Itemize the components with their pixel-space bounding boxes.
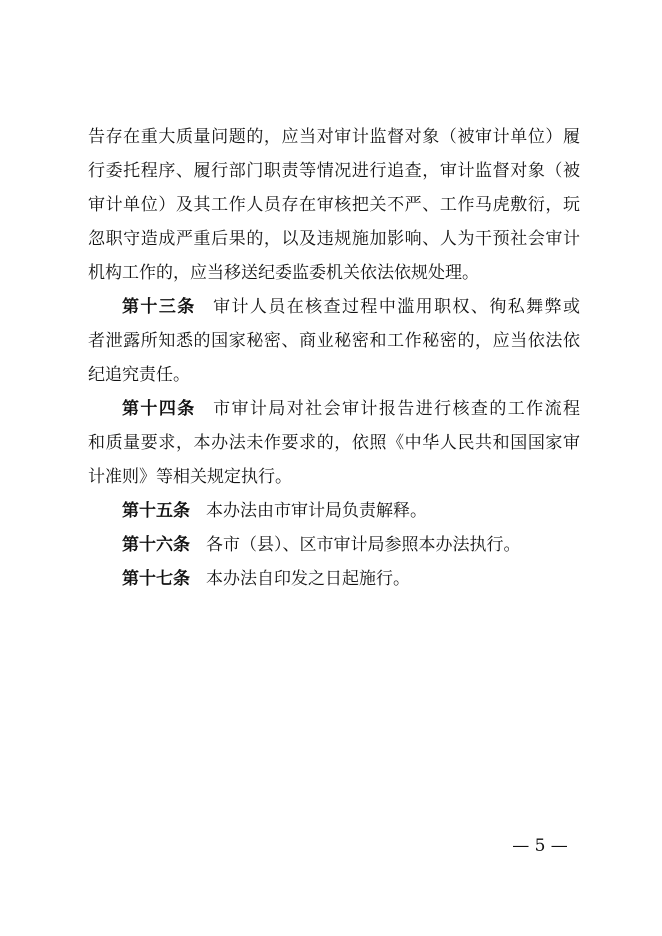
paragraph-line: 行委托程序、履行部门职责等情况进行追查，审计监督对象（被 xyxy=(88,161,580,181)
article-15-first-line xyxy=(88,494,580,528)
article-text: 各市（县）、区市审计局参照本办法执行。 xyxy=(206,535,521,555)
article-14-line: 和质量要求，本办法未作要求的，依照《中华人民共和国国家审 xyxy=(88,433,580,453)
paragraph-line: 告存在重大质量问题的，应当对审计监督对象（被审计单位）履 xyxy=(88,127,580,147)
article-number: 第十六条 xyxy=(122,535,190,555)
article-text: 本办法由市审计局负责解释。 xyxy=(206,501,427,521)
article-13-line: 纪追究责任。 xyxy=(88,365,190,385)
page-number: — 5 — xyxy=(512,836,568,856)
paragraph-line: 忽职守造成严重后果的，以及违规施加影响、人为干预社会审计 xyxy=(88,229,580,249)
article-13-first-line xyxy=(88,290,580,324)
paragraph-line: 审计单位）及其工作人员存在审核把关不严、工作马虎敷衍，玩 xyxy=(88,195,580,215)
article-number: 第十三条 xyxy=(122,297,196,317)
paragraph-line: 机构工作的，应当移送纪委监委机关依法依规处理。 xyxy=(88,263,479,283)
article-13-line: 者泄露所知悉的国家秘密、商业秘密和工作秘密的，应当依法依 xyxy=(88,331,580,351)
article-text: 市审计局对社会审计报告进行核查的工作流程 xyxy=(211,399,581,419)
article-14-line: 计准则》等相关规定执行。 xyxy=(88,467,292,487)
document-body xyxy=(88,120,580,596)
article-17-first-line xyxy=(88,562,580,596)
article-14-first-line xyxy=(88,392,580,426)
article-number: 第十五条 xyxy=(122,501,190,521)
article-number: 第十七条 xyxy=(122,569,190,589)
article-16-first-line xyxy=(88,528,580,562)
article-text: 本办法自印发之日起施行。 xyxy=(206,569,410,589)
article-text: 审计人员在核查过程中滥用职权、徇私舞弊或 xyxy=(211,297,581,317)
article-number: 第十四条 xyxy=(122,399,196,419)
